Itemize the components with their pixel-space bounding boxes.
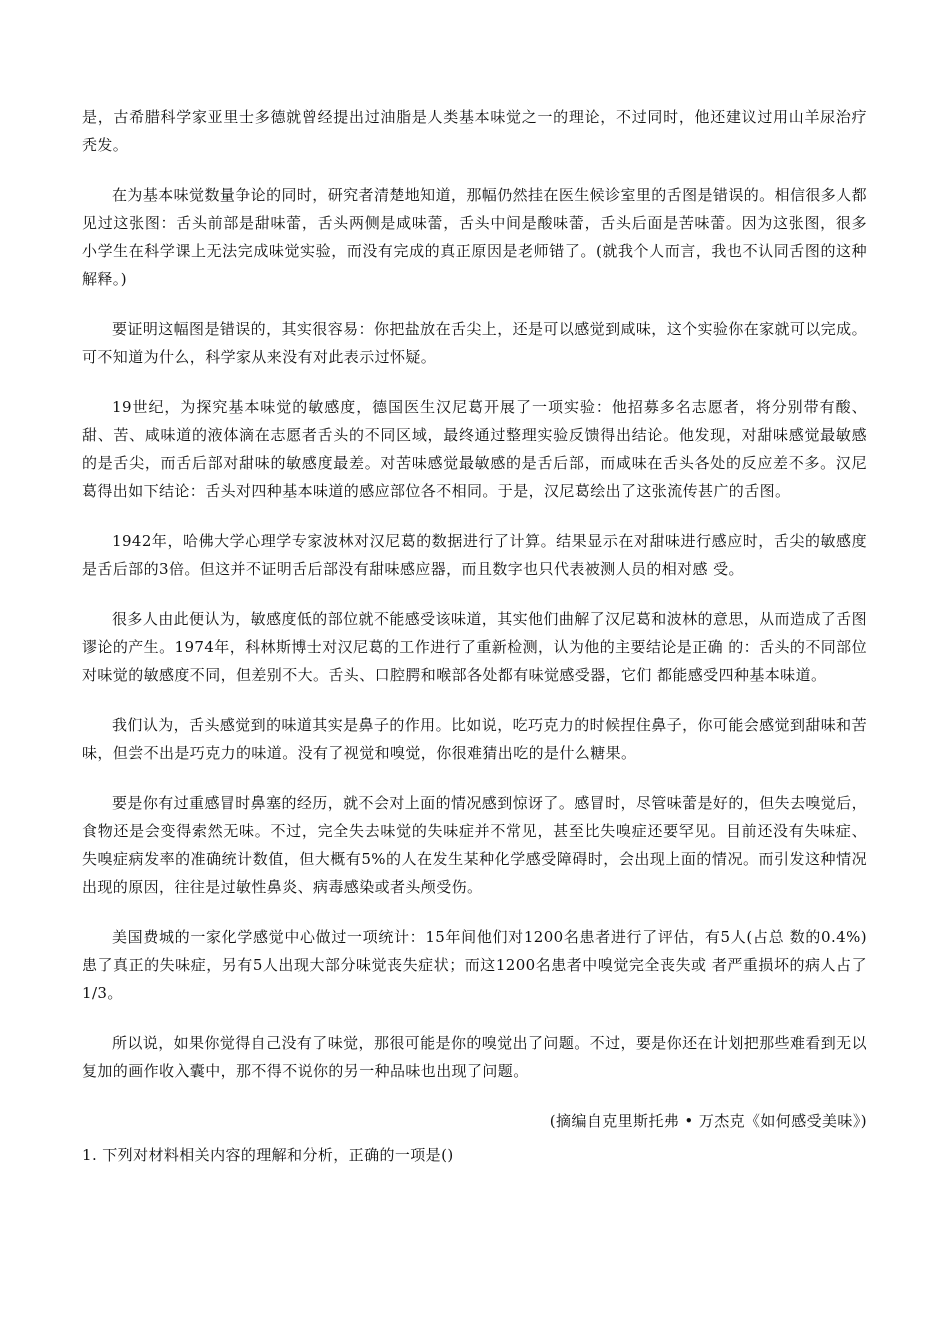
article-paragraph-tongue-map: 在为基本味觉数量争论的同时，研究者清楚地知道，那幅仍然挂在医生候诊室里的舌图是错误的。相信很多人都见过这张图：舌头前部是甜味蕾，舌头两侧是咸味蕾，舌头中间是酸味蕾，舌头后面是苦味蕾。因为这张图，很多小学生在科学课上无法完成味觉实验，而没有完成的真正原因是老师错了。(就我个人而言，我也不认同舌图的这种解释。) [82,186,867,288]
article-paragraph-collins-1974: 很多人由此便认为，敏感度低的部位就不能感受该味道，其实他们曲解了汉尼葛和波林的意思，从而造成了舌图谬论的产生。1974年，科林斯博士对汉尼葛的工作进行了重新检测，认为他的主要结论是正确 的：舌头的不同部位对味觉的敏感度不同，但差别不大。舌头、口腔腭和喉部各处都有味觉感受器，它们 都能感受四种基本味道。 [82,610,867,684]
article-paragraph-hanig-experiment: 19世纪，为探究基本味觉的敏感度，德国医生汉尼葛开展了一项实验：他招募多名志愿者，将分别带有酸、甜、苦、咸味道的液体滴在志愿者舌头的不同区域，最终通过整理实验反馈得出结论。他发现，对甜味感觉最敏感的是舌尖，而舌后部对甜味的敏感度最差。对苦味感觉最敏感的是舌后部，而咸味在舌头各处的反应差不多。汉尼葛得出如下结论：舌头对四种基本味道的感应部位各不相同。于是，汉尼葛绘出了这张流传甚广的舌图。 [82,398,867,500]
article-paragraph-nose-role: 我们认为，舌头感觉到的味道其实是鼻子的作用。比如说，吃巧克力的时候捏住鼻子，你可能会感觉到甜味和苦味，但尝不出是巧克力的味道。没有了视觉和嗅觉，你很难猜出吃的是什么糖果。 [82,716,867,762]
article-paragraph-salt-experiment: 要证明这幅图是错误的，其实很容易：你把盐放在舌尖上，还是可以感觉到咸味，这个实验你在家就可以完成。可不知道为什么，科学家从来没有对此表示过怀疑。 [82,320,867,366]
document-page [82,103,867,1169]
article-paragraph-boring-1942: 1942年，哈佛大学心理学专家波林对汉尼葛的数据进行了计算。结果显示在对甜味进行感应时，舌尖的敏感度是舌后部的3倍。但这并不证明舌后部没有甜味感应器，而且数字也只代表被测人员的相对感 受。 [82,532,867,578]
article-paragraph-philadelphia-stats: 美国费城的一家化学感觉中心做过一项统计：15年间他们对1200名患者进行了评估，有5人(占总 数的0.4%)患了真正的失味症，另有5人出现大部分味觉丧失症状；而这1200名患者中嗅觉完全丧失或 者严重损坏的病人占了1/3。 [82,928,867,1002]
question-1: 1. 下列对材料相关内容的理解和分析，正确的一项是() [82,1146,454,1164]
article-source-citation: (摘编自克里斯托弗 • 万杰克《如何感受美味》) [549,1112,867,1130]
article-paragraph-conclusion: 所以说，如果你觉得自己没有了味觉，那很可能是你的嗅觉出了问题。不过，要是你还在计划把那些难看到无以复加的画作收入囊中，那不得不说你的另一种品味也出现了问题。 [82,1034,867,1080]
article-paragraph-continuation: 是，古希腊科学家亚里士多德就曾经提出过油脂是人类基本味觉之一的理论，不过同时，他还建议过用山羊尿治疗秃发。 [82,108,867,154]
article-paragraph-cold-smell: 要是你有过重感冒时鼻塞的经历，就不会对上面的情况感到惊讶了。感冒时，尽管味蕾是好的，但失去嗅觉后，食物还是会变得索然无味。不过，完全失去味觉的失味症并不常见，甚至比失嗅症还要罕见。目前还没有失味症、失嗅症病发率的准确统计数值，但大概有5%的人在发生某种化学感受障碍时，会出现上面的情况。而引发这种情况出现的原因，往往是过敏性鼻炎、病毒感染或者头颅受伤。 [82,794,867,896]
